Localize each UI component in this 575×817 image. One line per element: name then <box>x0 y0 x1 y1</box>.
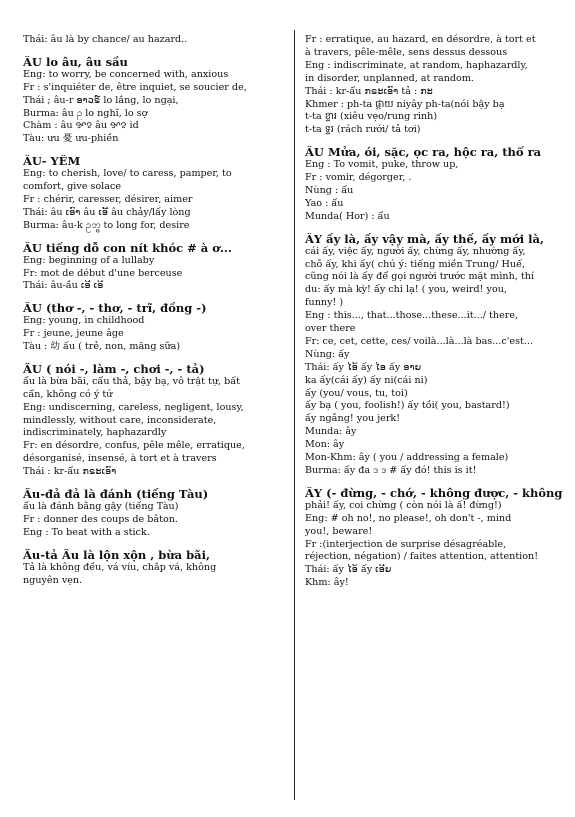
entry-gap <box>305 137 563 146</box>
entry-line: Nùng : ẩu <box>305 184 354 196</box>
entry-line: ẩu là đánh bằng gậy (tiếng Tàu) <box>23 501 179 512</box>
entry-line: Khm: ây! <box>305 577 349 589</box>
entry-line: Eng: young, in childhood <box>23 315 145 327</box>
entry-line: comfort, give solace <box>23 181 122 193</box>
entry-line: Fr : donner des coups de bâton. <box>23 513 178 525</box>
entry-line: Eng: to worry, be concerned with, anxious <box>23 68 229 80</box>
entry-line: ấy bạ ( you, foolish!) ấy tồi( you, bastard!) <box>305 400 510 412</box>
left-column <box>23 34 287 587</box>
entry-headword: ẤY (- đừng, - chớ, - không được, - không <box>305 486 563 500</box>
entry-line: réjection, négation) / faites attention, attention! <box>305 551 539 563</box>
entry-headword: ẤY ấy là, ấy vậy mà, ấy thế, ấy mới là, <box>305 232 544 246</box>
entry-line: Fr :(interjection de surprise désagréable, <box>305 538 507 550</box>
entry-line: phải! ấy, coi chừng ( còn nói là ấ! đừng!) <box>305 499 502 511</box>
entry-line: cẩn, không có ý tứ <box>23 388 113 400</box>
entry-line: over there <box>305 323 356 335</box>
entry-gap <box>23 479 287 488</box>
entry-line: désorganisé, insensé, à tort et à travers <box>23 453 217 465</box>
entry-line: Fr : chérir, caresser, désirer, aimer <box>23 193 193 205</box>
entry-line: Yao : ẩu <box>305 197 344 209</box>
entry-line: Eng: undiscerning, careless, negligent, lousy, <box>23 401 244 413</box>
entry-line: Thái : kr-ẩu ກຣະເອົາ tả : ກະ <box>305 85 433 97</box>
entry-headword: Ẩu-tả Ẩu là lộn xộn , bừa bãi, <box>23 548 210 562</box>
column-divider <box>294 30 295 800</box>
entry-gap <box>23 293 287 302</box>
entry-line: Fr : vomir, dégorger, . <box>305 172 412 184</box>
entry-line: Thái ; âu-r ອາວຣ໌ lo lắng, lo ngại, <box>23 94 179 106</box>
entry-line: Thái: âu-ầu ເອີ ເອີ <box>23 280 104 292</box>
entry-line: mindlessly, without care, inconsiderate, <box>23 414 217 426</box>
entry-line: Eng : To beat with a stick. <box>23 526 150 538</box>
entry-line: à travers, pêle-mêle, sens dessus dessous <box>305 46 508 58</box>
entry-gap <box>305 478 563 487</box>
right-column <box>305 34 563 590</box>
entry-line: you!, beware! <box>305 525 373 537</box>
entry-headword: ẨU ( nói -, làm -, chơi -, - tả) <box>23 362 205 376</box>
entry-line: Thái: ấy ໄອ້ ấy ໄອ ấy ອາຍ <box>305 361 422 373</box>
entry-line: Fr : s'inquiéter de, être inquiet, se soucier de, <box>23 81 247 93</box>
entry-headword: ẦU tiếng dỗ con nít khóc # à ơ... <box>23 241 232 255</box>
entry-headword: ẤU (thơ -, - thơ, - trĩ, đồng -) <box>23 302 207 316</box>
entry-line: Thái: âu là by chance/ au hazard.. <box>23 34 188 45</box>
entry-line: nguyên vẹn. <box>23 574 83 586</box>
entry-line: Munda: ây <box>305 426 357 438</box>
entry-line: Nùng: ấy <box>305 348 350 360</box>
entry-line: Eng: to cherish, love/ to caress, pamper, to <box>23 168 232 180</box>
entry-line: ấy (you/ vous, tu, toi) <box>305 387 408 399</box>
entry-line: cũng nói là ấy để gọi người trước mặt mình, thí <box>305 271 534 283</box>
entry-line: Fr : erratique, au hazard, en désordre, à tort et <box>305 34 536 45</box>
entry-line: Burma: ấy đa ဒ ဒ # ấy đó! this is it! <box>305 465 477 476</box>
entry-line: Thái: ấy ໄອ້ ấy ເອີຍ <box>305 564 392 576</box>
entry-line: t-ta ទ្ទរ (rách rưới/ tả tơi) <box>305 124 421 136</box>
entry-headword: Ẩu-đả đả là đánh (tiếng Tàu) <box>23 488 209 501</box>
entry-line: Fr : jeune, jeune âge <box>23 328 124 340</box>
entry-headword: ẤU Mửa, ói, sặc, ọc ra, hộc ra, thổ ra <box>305 146 542 160</box>
entry-line: Eng: beginning of a lullaby <box>23 254 155 266</box>
entry-line: cái ấy, việc ấy, người ấy, chừng ấy, nhường ấy, <box>305 245 526 257</box>
entry-line: ẩu là bừa bãi, cẩu thả, bậy bạ, vô trật tự, bất <box>23 375 241 387</box>
entry-gap <box>23 146 287 155</box>
entry-line: du: ấy mà kỳ! ấy chi lạ! ( you, weird! you, <box>305 284 507 296</box>
entry-line: Eng : To vomit, puke, throw up, <box>305 159 459 171</box>
entry-line: Burma: âu ဥ lo nghĩ, lo sợ <box>23 107 148 119</box>
entry-gap <box>23 47 287 56</box>
entry-line: in disorder, unplanned, at random. <box>305 72 474 84</box>
entry-line: Fr: mot de début d'une berceuse <box>23 267 183 279</box>
entry-line: Tàu: ưu 憂 ưu-phiền <box>23 133 119 145</box>
entry-line: ấy ngẫng! you jerk! <box>305 413 401 425</box>
entry-line: Fr: ce, cet, cette, ces/ voilà...là...là bas...c'est... <box>305 335 533 347</box>
entry-gap <box>23 354 287 363</box>
entry-line: Tàu : 幼 ấu ( trẻ, non, măng sữa) <box>23 341 181 353</box>
entry-line: Fr: en désordre, confus, pêle mêle, erratique, <box>23 440 245 452</box>
entry-line: indiscriminately, haphazardly <box>23 427 167 439</box>
entry-gap <box>23 233 287 242</box>
entry-line: Burma: âu-k ဥဘ္ဓ to long for, desire <box>23 219 190 231</box>
entry-line: Thái: âu ເອົາ âu ເອີ້ âu chảy/lấy lòng <box>23 206 191 218</box>
entry-gap <box>305 224 563 233</box>
entry-line: Eng: # oh no!, no please!, oh don't -, mind <box>305 512 512 524</box>
entry-line: Mon-Khm: ây ( you / addressing a female) <box>305 452 509 464</box>
entry-line: Munda( Hor) : ẩu <box>305 210 390 222</box>
entry-line: ka ấy(cái ấy) ấy ni(cái ni) <box>305 374 428 386</box>
entry-line: Tả là không đều, vá víu, chắp vá, không <box>23 561 217 573</box>
entry-line: Eng : this..., that...those...these...it.../ there, <box>305 310 519 322</box>
entry-line: Eng : indiscriminate, at random, haphazardly, <box>305 59 528 71</box>
entry-headword: ÂU- YẾM <box>23 155 81 169</box>
entry-line: funny! ) <box>305 297 344 309</box>
entry-headword: ÂU lo âu, âu sầu <box>23 55 128 69</box>
entry-line: Mon: ây <box>305 439 345 451</box>
entry-gap <box>23 540 287 549</box>
entry-line: chỗ ấy, khi ấy( chú ý: tiếng miền Trung/ Huế, <box>305 258 526 270</box>
entry-line: Khmer : ph-ta ផ្តាយ niyây ph-ta(nói bậy bạ <box>305 98 505 110</box>
entry-line: Thái : kr-ẩu ກຣະເອົາ <box>23 466 117 478</box>
entry-line: t-ta ខ្ទារ (xiêu vẹo/rung rinh) <box>305 111 438 123</box>
entry-line: Chàm : âu ꨀꨂ âu ꨀꨂ id <box>23 120 139 132</box>
